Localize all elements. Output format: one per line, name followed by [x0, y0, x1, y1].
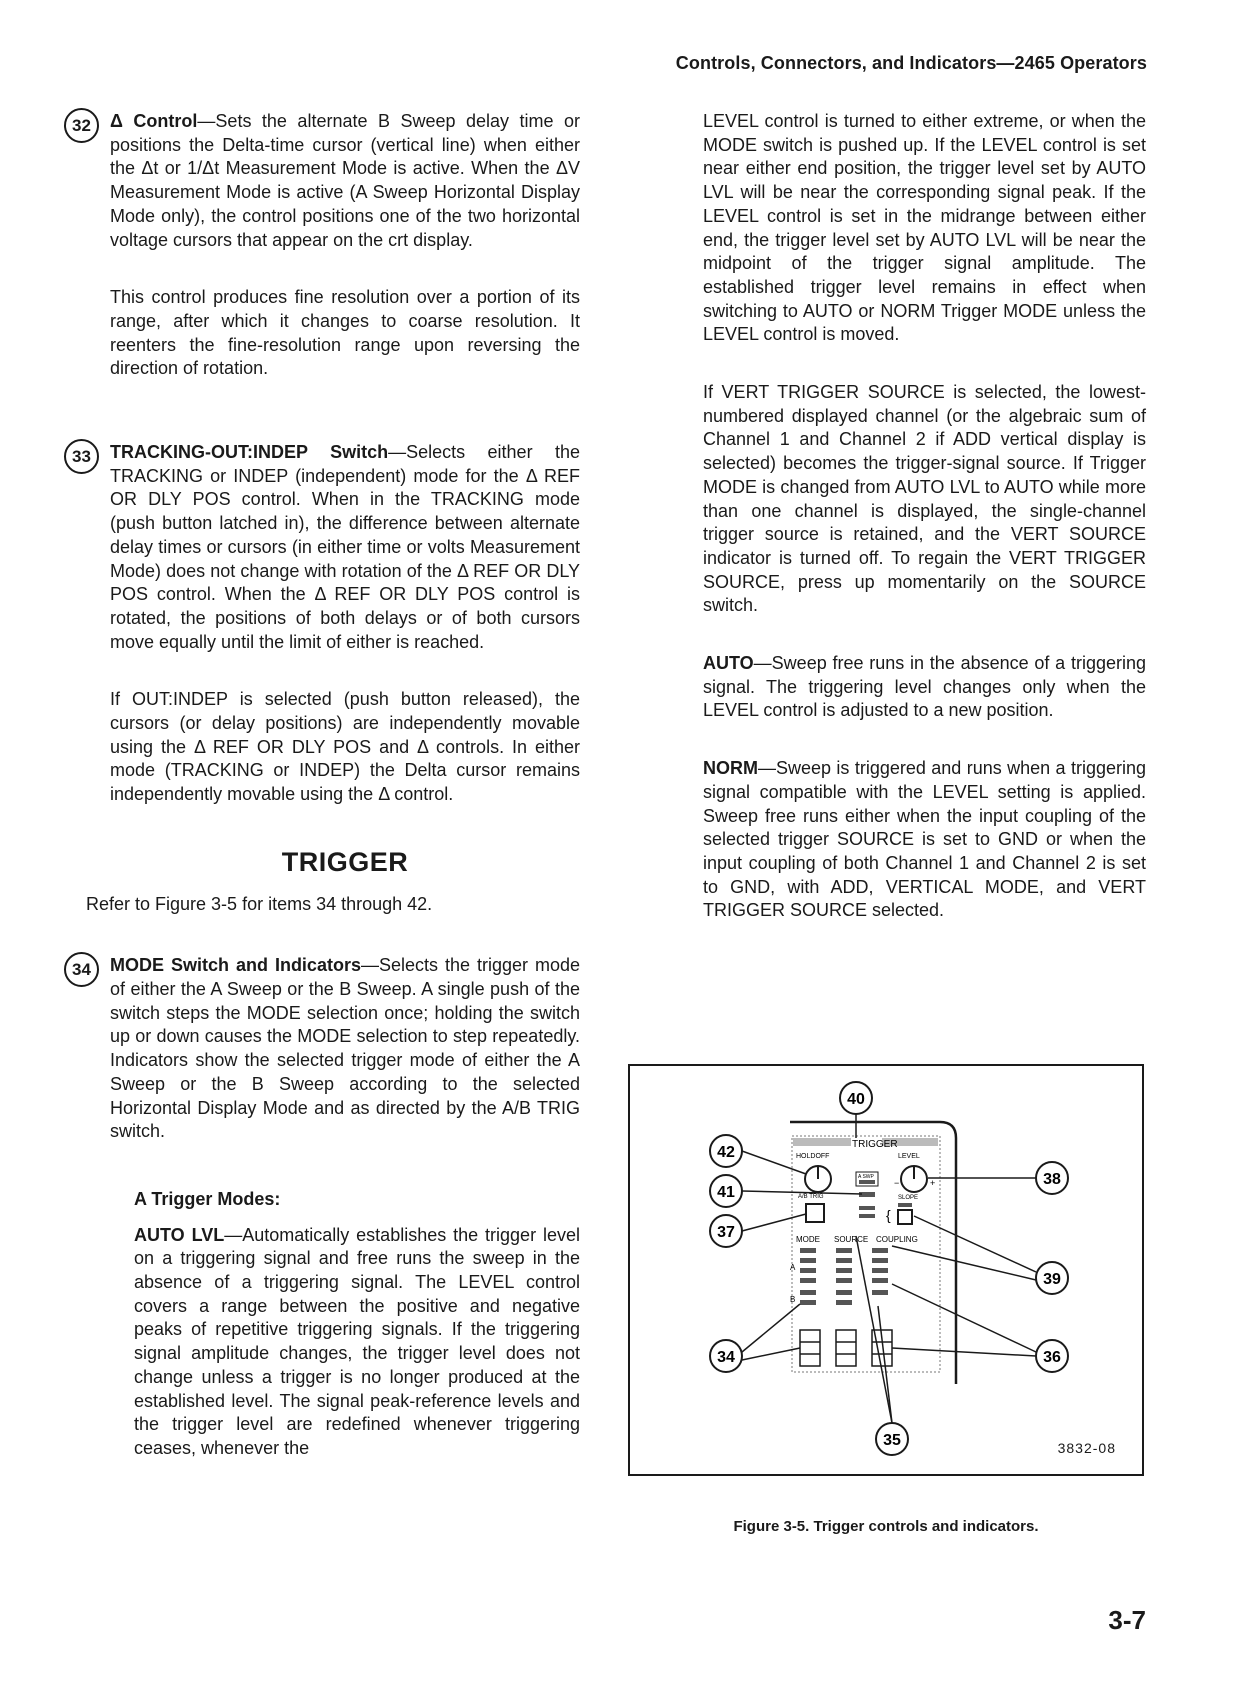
source-label: SOURCE — [834, 1235, 869, 1244]
leader-lines — [742, 1114, 1036, 1423]
level-minus: − — [894, 1178, 900, 1188]
item-33-body: —Selects either the TRACKING or INDEP (independent) mode for the Δ REF OR DLY POS control. When in the TRACKING mode (push button latched in), the difference between alternate delay times or cursors (in either time or volts Measurement Mode) does not change with rotation of the Δ REF OR DLY POS control. When the Δ REF OR DLY POS control is rotated, the positions of both delays or of both cursors move equally until the limit of either is reached. — [110, 442, 580, 652]
item-33-para2: If OUT:INDEP is selected (push button released), the cursors (or delay positions) are independently movable using the Δ REF OR DLY POS and Δ controls. In either mode (TRACKING or INDEP) the Delta cursor remains independently movable using the Δ control. — [110, 689, 580, 805]
callout-38: 38 — [1043, 1171, 1061, 1188]
slope-label: SLOPE — [898, 1195, 919, 1201]
page-header: Controls, Connectors, and Indicators—2465 Operators — [675, 53, 1147, 73]
trigd-indicator-2 — [859, 1214, 875, 1218]
item-33 — [62, 441, 580, 807]
bracket: { — [886, 1207, 891, 1223]
item-34-text — [110, 954, 580, 1144]
item-34 — [62, 954, 580, 1144]
item-34-body: —Selects the trigger mode of either the A Sweep or the B Sweep. A single push of the switch steps the MODE selection once; holding the switch up or down causes the MODE selection to step repeatedly. Indicators show the selected trigger mode of either the A Sweep or the B Sweep according to the selected Horizontal Display Mode and as directed by the A/B TRIG switch. — [110, 955, 580, 1142]
norm-lead: NORM — [703, 758, 758, 779]
callout-42: 42 — [717, 1144, 735, 1161]
right-para-2: If VERT TRIGGER SOURCE is selected, the lowest-numbered displayed channel (or the algebraic sum of Channel 1 and Channel 2 if ADD vertical display is selected) becomes the trigger-signal source. If Trigger MODE is changed from AUTO LVL to AUTO while more than one channel is displayed, the single-channel trigger source is retained, and the VERT SOURCE indicator is turned off. To regain the VERT TRIGGER SOURCE, press up momentarily on the SOURCE switch. — [703, 382, 1146, 616]
left-column — [62, 110, 580, 1461]
ab-trig-label: A/B TRIG — [798, 1194, 824, 1200]
auto-lvl-body: —Automatically establishes the trigger level on a triggering signal and free runs the sweep in the absence of a triggering signal. The LEVEL control covers a range between the positive and negative peaks of repetitive triggering signals. If the triggering signal amplitude changes, the trigger level does not change unless a trigger is no longer produced at the established level. The signal peak-reference levels and the trigger level are redefined whenever triggering ceases, whenever the — [134, 1224, 580, 1458]
auto-body: —Sweep free runs in the absence of a triggering signal. The triggering level changes only when the LEVEL control is adjusted to a new position. — [703, 653, 1146, 721]
callout-41: 41 — [717, 1184, 735, 1201]
section-title-trigger: TRIGGER — [281, 846, 409, 877]
auto-lead: AUTO — [703, 653, 754, 674]
right-column — [703, 110, 1146, 923]
auto-lvl-lead: AUTO LVL — [134, 1224, 225, 1245]
auto-paragraph — [703, 652, 1146, 723]
holdoff-label: HOLDOFF — [796, 1153, 830, 1160]
callout-39: 39 — [1043, 1271, 1061, 1288]
right-para-1: LEVEL control is turned to either extreme, or when the MODE switch is pushed up. If the LEVEL control is set near either end position, the trigger level set by AUTO LVL will be near the corresponding signal peak. If the LEVEL control is set in the midrange between either end, the trigger level set by AUTO LVL will be near the midpoint of the trigger signal amplitude. The established trigger level remains in effect when switching to AUTO or NORM Trigger MODE unless the LEVEL control is moved. — [703, 111, 1146, 345]
callout-40: 40 — [847, 1091, 865, 1108]
mode-indicators — [800, 1248, 816, 1305]
title-bar-left — [793, 1138, 851, 1146]
norm-body: —Sweep is triggered and runs when a triggering signal compatible with the LEVEL setting is applied. Sweep free runs either when the input coupling of the selected trigger SOURCE is set to GND or when the input coupling of both Channel 1 and Channel 2 is set to GND, with ADD, VERTICAL MODE, and VERT TRIGGER SOURCE selected. — [703, 758, 1146, 921]
a-row-label: A — [790, 1263, 796, 1272]
callout-35: 35 — [883, 1432, 901, 1449]
panel-inner — [792, 1136, 940, 1372]
slope-button — [898, 1210, 912, 1224]
coupling-label: COUPLING — [876, 1235, 918, 1244]
refer-text: Refer to Figure 3-5 for items 34 through 42. — [86, 893, 433, 914]
item-number-34: 34 — [64, 952, 99, 987]
item-32 — [62, 110, 580, 381]
level-plus: + — [930, 1178, 936, 1188]
figure-3-5 — [628, 1064, 1144, 1476]
item-number-32: 32 — [64, 108, 99, 143]
level-label: LEVEL — [898, 1153, 920, 1160]
slope-indicator — [898, 1203, 912, 1207]
item-34-lead: MODE Switch and Indicators — [110, 955, 361, 976]
figure-caption: Figure 3-5. Trigger controls and indicators. — [733, 1518, 1039, 1535]
callout-34: 34 — [717, 1349, 735, 1366]
item-32-text — [110, 110, 580, 252]
coupling-indicators — [872, 1248, 888, 1295]
item-33-text — [110, 441, 580, 654]
trigd-indicator-1 — [859, 1206, 875, 1210]
figure-id: 3832-08 — [1057, 1440, 1116, 1456]
trigger-panel-diagram — [630, 1066, 1142, 1474]
source-indicators — [836, 1248, 852, 1305]
mode-label: MODE — [796, 1235, 820, 1244]
panel-title: TRIGGER — [852, 1139, 898, 1150]
a-swp-label: A SWP — [858, 1174, 874, 1180]
subhead-a-trigger-modes: A Trigger Modes: — [134, 1188, 281, 1209]
ab-trig-button — [806, 1204, 824, 1222]
item-number-33: 33 — [64, 439, 99, 474]
callout-37: 37 — [717, 1224, 735, 1241]
page-number: 3-7 — [1108, 1605, 1146, 1635]
norm-paragraph — [703, 757, 1146, 923]
auto-lvl-paragraph — [62, 1224, 580, 1461]
b-row-label: B — [790, 1295, 796, 1304]
item-32-body: —Sets the alternate B Sweep delay time or positions the Delta-time cursor (vertical line) when either the Δt or 1/Δt Measurement Mode is active. When the ΔV Measurement Mode is active (A Sweep Horizontal Display Mode only), the control positions one of the two horizontal voltage cursors that appear on the crt display. — [110, 111, 580, 250]
a-swp-indicator — [859, 1180, 875, 1184]
item-33-lead: TRACKING-OUT:INDEP Switch — [110, 442, 389, 463]
item-32-para2: This control produces fine resolution over a portion of its range, after which it changes to coarse resolution. It reenters the fine-resolution range upon reversing the direction of rotation. — [110, 287, 580, 379]
item-32-lead: Δ Control — [110, 111, 198, 131]
callout-36: 36 — [1043, 1349, 1061, 1366]
